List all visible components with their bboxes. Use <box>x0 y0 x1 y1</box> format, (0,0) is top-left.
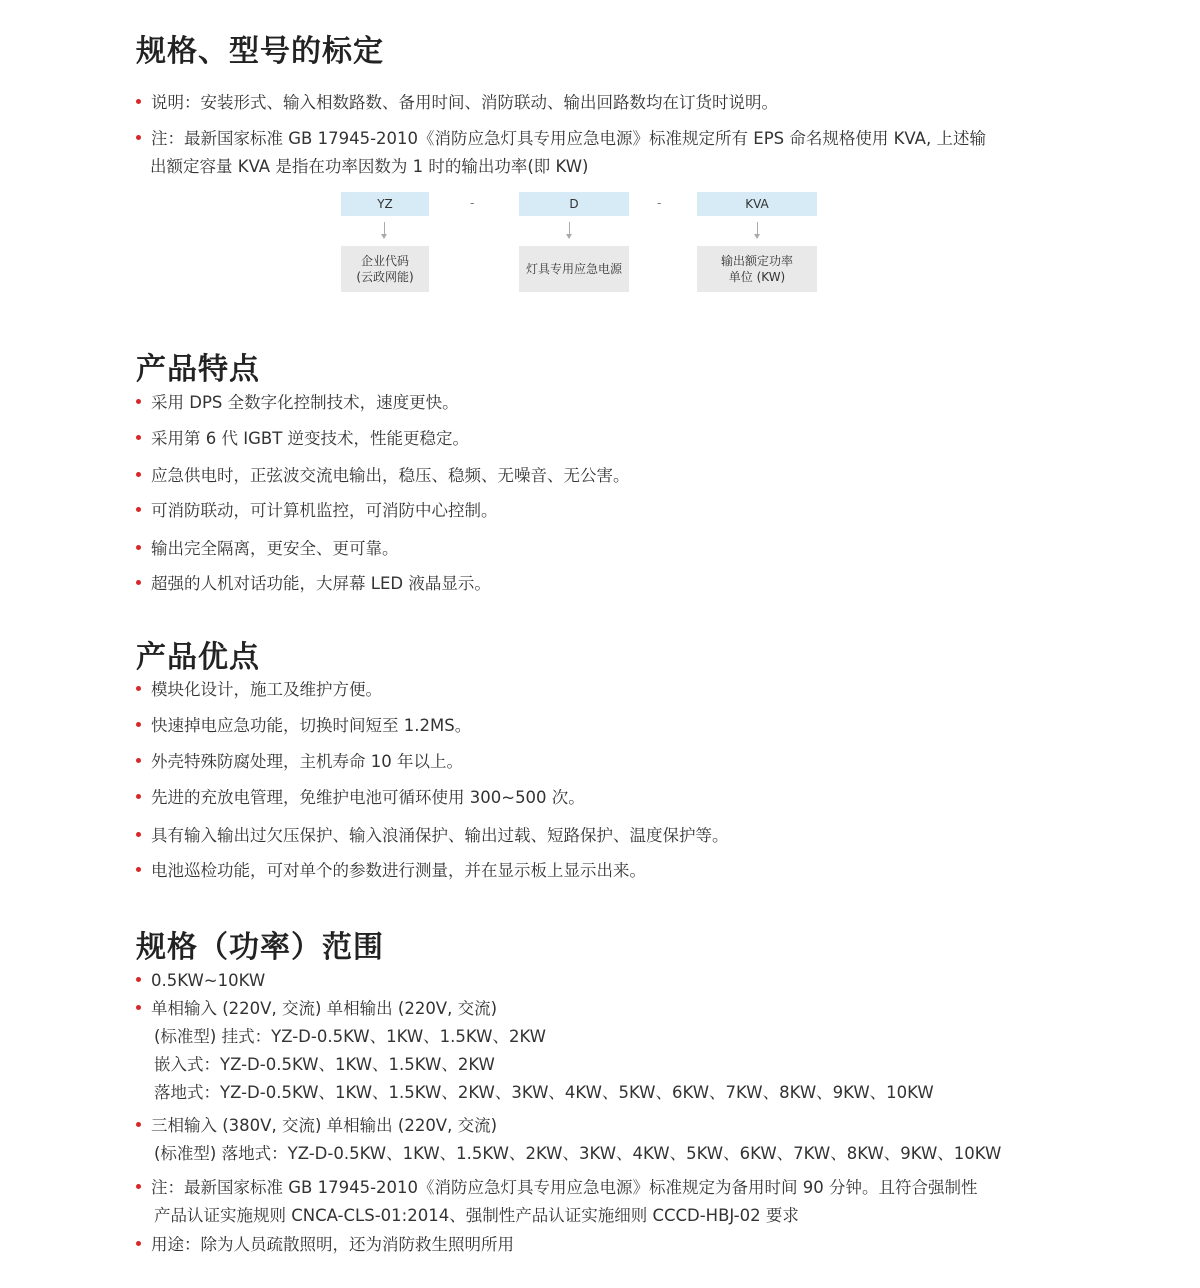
bullet-dot-icon <box>136 399 141 404</box>
list-item: 超强的人机对话功能，大屏幕 LED 液晶显示。 <box>136 573 491 595</box>
arrow-down-icon <box>757 222 758 236</box>
section-title-features: 产品特点 <box>136 352 260 387</box>
bullet-dot-icon <box>136 1122 141 1127</box>
list-item: 应急供电时，正弦波交流电输出，稳压、稳频、无噪音、无公害。 <box>136 465 630 487</box>
list-item-continuation: (标准型) 挂式：YZ-D-0.5KW、1KW、1.5KW、2KW <box>154 1027 546 1046</box>
list-item-continuation: 出额定容量 KVA 是指在功率因数为 1 时的输出功率(即 KW) <box>150 157 589 176</box>
list-item: 模块化设计，施工及维护方便。 <box>136 679 382 701</box>
desc-box-company-code: 企业代码 (云政网能) <box>341 246 429 292</box>
list-item: 采用第 6 代 IGBT 逆变技术，性能更稳定。 <box>136 428 469 450</box>
section-title-advantages: 产品优点 <box>136 640 260 675</box>
arrow-down-icon <box>384 222 385 236</box>
arrow-down-icon <box>569 222 570 236</box>
list-item: 采用 DPS 全数字化控制技术，速度更快。 <box>136 392 459 414</box>
list-item: 三相输入 (380V, 交流) 单相输出 (220V, 交流) <box>136 1115 497 1137</box>
list-item: 用途：除为人员疏散照明，还为消防救生照明所用 <box>136 1234 514 1256</box>
code-box-d: D <box>519 192 629 216</box>
bullet-dot-icon <box>136 1005 141 1010</box>
bullet-dot-icon <box>136 722 141 727</box>
list-item-continuation: (标准型) 落地式：YZ-D-0.5KW、1KW、1.5KW、2KW、3KW、4KW、5KW、6KW、7KW、8KW、9KW、10KW <box>154 1144 1002 1163</box>
bullet-dot-icon <box>136 1241 141 1246</box>
bullet-dot-icon <box>136 832 141 837</box>
bullet-dot-icon <box>136 686 141 691</box>
desc-box-power-type: 灯具专用应急电源 <box>519 246 629 292</box>
bullet-dot-icon <box>136 545 141 550</box>
list-item: 注：最新国家标准 GB 17945-2010《消防应急灯具专用应急电源》标准规定所有 EPS 命名规格使用 KVA, 上述输 <box>136 128 986 150</box>
list-item: 单相输入 (220V, 交流) 单相输出 (220V, 交流) <box>136 998 497 1020</box>
bullet-dot-icon <box>136 1184 141 1189</box>
desc-box-output-power: 输出额定功率 单位 (KW) <box>697 246 817 292</box>
bullet-dot-icon <box>136 794 141 799</box>
list-item: 注：最新国家标准 GB 17945-2010《消防应急灯具专用应急电源》标准规定为备用时间 90 分钟。且符合强制性 <box>136 1177 978 1199</box>
bullet-dot-icon <box>136 977 141 982</box>
bullet-dot-icon <box>136 435 141 440</box>
list-item: 先进的充放电管理，免维护电池可循环使用 300~500 次。 <box>136 787 585 809</box>
list-item-continuation: 产品认证实施规则 CNCA-CLS-01:2014、强制性产品认证实施细则 CCCD-HBJ-02 要求 <box>154 1206 799 1225</box>
section-title-specs: 规格（功率）范围 <box>136 930 384 965</box>
list-item-continuation: 落地式：YZ-D-0.5KW、1KW、1.5KW、2KW、3KW、4KW、5KW、6KW、7KW、8KW、9KW、10KW <box>154 1083 934 1102</box>
list-item: 具有输入输出过欠压保护、输入浪涌保护、输出过载、短路保护、温度保护等。 <box>136 825 729 847</box>
bullet-dot-icon <box>136 472 141 477</box>
code-box-yz: YZ <box>341 192 429 216</box>
list-item-continuation: 嵌入式：YZ-D-0.5KW、1KW、1.5KW、2KW <box>154 1055 495 1074</box>
separator-dash: - <box>470 196 475 210</box>
list-item: 外壳特殊防腐处理，主机寿命 10 年以上。 <box>136 751 463 773</box>
list-item: 可消防联动，可计算机监控，可消防中心控制。 <box>136 500 498 522</box>
bullet-dot-icon <box>136 507 141 512</box>
code-box-kva: KVA <box>697 192 817 216</box>
list-item: 输出完全隔离，更安全、更可靠。 <box>136 538 399 560</box>
bullet-dot-icon <box>136 135 141 140</box>
bullet-dot-icon <box>136 99 141 104</box>
bullet-dot-icon <box>136 758 141 763</box>
list-item: 快速掉电应急功能，切换时间短至 1.2MS。 <box>136 715 471 737</box>
bullet-dot-icon <box>136 867 141 872</box>
list-item: 说明：安装形式、输入相数路数、备用时间、消防联动、输出回路数均在订货时说明。 <box>136 92 778 114</box>
bullet-dot-icon <box>136 580 141 585</box>
list-item: 电池巡检功能，可对单个的参数进行测量，并在显示板上显示出来。 <box>136 860 646 882</box>
list-item: 0.5KW~10KW <box>136 970 265 992</box>
separator-dash: - <box>657 196 662 210</box>
section-title-spec-model: 规格、型号的标定 <box>136 34 384 69</box>
